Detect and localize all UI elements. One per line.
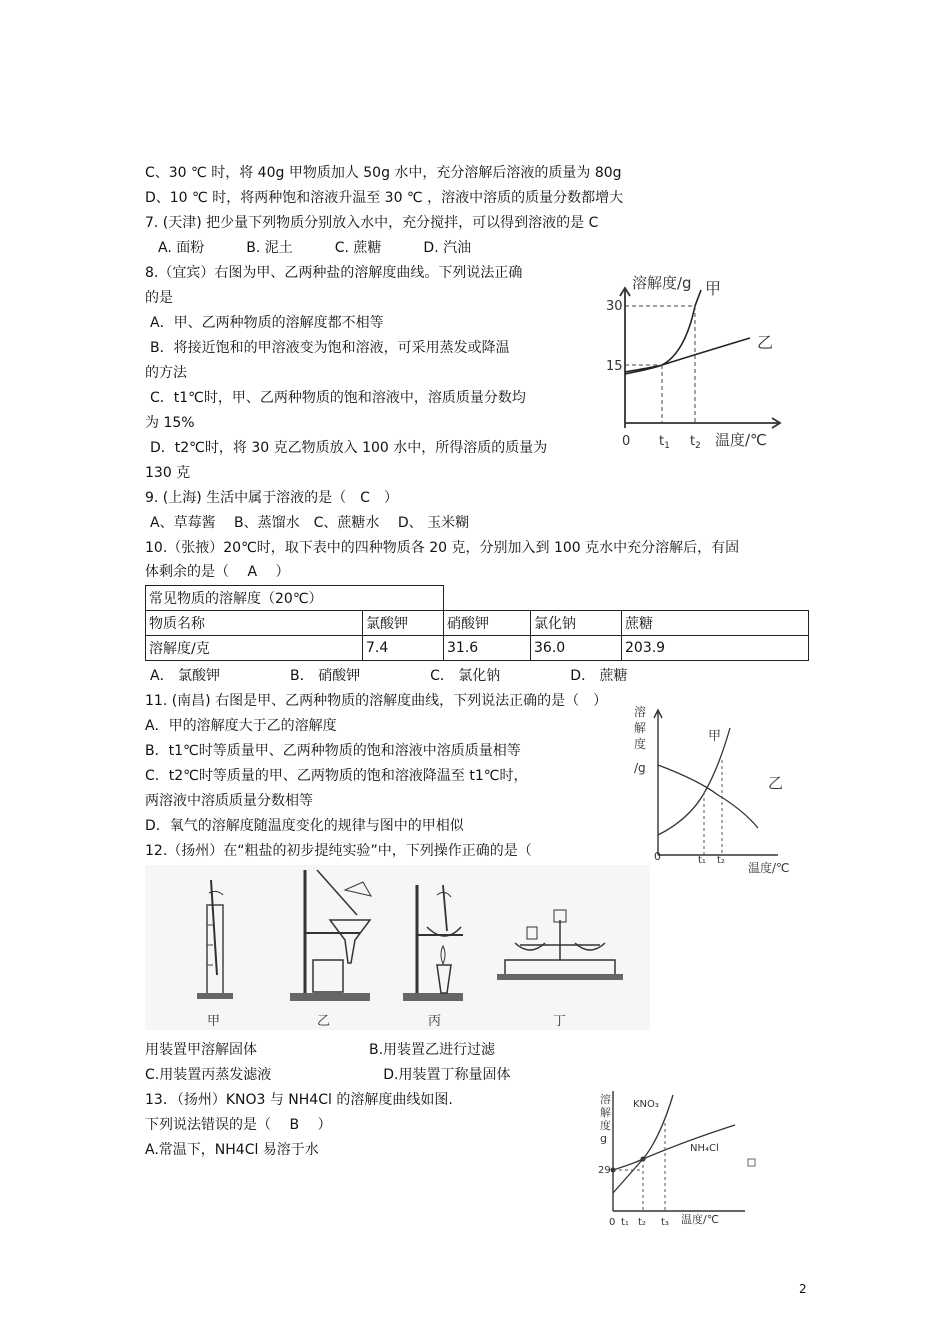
curve-yi — [658, 765, 758, 828]
curve-yi-label: 乙 — [768, 774, 784, 792]
q8-option-c-2: 为 15% — [145, 415, 195, 431]
y-axis-label: g — [600, 1132, 607, 1145]
origin-label: 0 — [609, 1217, 616, 1228]
y-axis-label: /g — [634, 761, 646, 775]
q9-stem: 9. (上海) 生活中属于溶液的是（ C ） — [145, 490, 398, 506]
q11-option-c-1: C．t2℃时等质量的甲、乙两物质的饱和溶液降温至 t1℃时， — [145, 768, 528, 784]
q8-option-a: A．甲、乙两种物质的溶解度都不相等 — [150, 315, 384, 331]
apparatus-label: 丁 — [553, 1014, 567, 1029]
tick-t3: t₃ — [661, 1217, 669, 1228]
q9-options: A、草莓酱 B、蒸馏水 C、蔗糖水 D、 玉米糊 — [150, 515, 470, 531]
curve-jia — [658, 728, 730, 835]
x-axis-label: 温度/℃ — [748, 861, 790, 875]
q6-option-c: C、30 ℃ 时，将 40g 甲物质加人 50g 水中，充分溶解后溶液的质量为 80g — [145, 165, 622, 181]
origin-label: 0 — [622, 434, 631, 449]
y-axis-label: 溶 — [634, 705, 647, 719]
curve-jia — [625, 290, 701, 374]
q8-stem-2: 的是 — [145, 290, 173, 306]
tick-15: 15 — [606, 359, 623, 374]
q12-options-cd: C.用装置丙蒸发滤液 D.用装置丁称量固体 — [145, 1067, 511, 1083]
apparatus-label: 甲 — [207, 1014, 221, 1029]
tick-t2: t₂ — [638, 1217, 646, 1228]
table-cell: 氯酸钾 — [363, 611, 444, 636]
q8-option-d-1: D．t2℃时，将 30 克乙物质放入 100 水中，所得溶质的质量为 — [150, 440, 548, 456]
table-cell: 溶解度/克 — [146, 636, 363, 661]
x-axis-label: 温度/℃ — [681, 1213, 720, 1226]
tick-29: 29 — [598, 1165, 611, 1176]
origin-label: 0 — [654, 850, 661, 863]
q10-stem-2: 体剩余的是（ A ） — [145, 564, 290, 580]
q13-solubility-graph — [595, 1083, 765, 1238]
table-cell: 氯化钠 — [531, 611, 622, 636]
tick-t2: $t_2$ — [690, 434, 701, 451]
q13-option-a: A.常温下，NH4Cl 易溶于水 — [145, 1142, 319, 1158]
y-axis-label: 溶解度/g — [632, 274, 692, 292]
y-axis-label: 度 — [600, 1119, 611, 1132]
q10-stem-1: 10.（张掖）20℃时，取下表中的四种物质各 20 克，分别加入到 100 克水中充分溶解后，有固 — [145, 540, 740, 556]
q8-option-c-1: C．t1℃时，甲、乙两种物质的饱和溶液中，溶质质量分数均 — [150, 390, 526, 406]
tick-t2: t₂ — [717, 855, 725, 866]
q12-apparatus-figure — [145, 865, 650, 1030]
table-cell: 31.6 — [444, 636, 531, 661]
q11-option-c-2: 两溶液中溶质质量分数相等 — [145, 793, 313, 809]
tick-t1: t₁ — [621, 1217, 629, 1228]
q7-options: A. 面粉 B. 泥土 C. 蔗糖 D. 汽油 — [158, 240, 472, 256]
tick-30: 30 — [606, 299, 623, 314]
solubility-table — [145, 585, 809, 661]
apparatus-label: 丙 — [428, 1014, 442, 1029]
q11-solubility-graph — [618, 700, 798, 880]
y-axis-label: 溶 — [600, 1093, 611, 1106]
q12-stem: 12.（扬州）在“粗盐的初步提纯实验”中，下列操作正确的是（ — [145, 843, 532, 859]
curve-jia-label: 甲 — [708, 729, 722, 744]
table-cell: 203.9 — [622, 636, 809, 661]
anchor-box-icon — [748, 1159, 755, 1166]
table-caption: 常见物质的溶解度（20℃） — [146, 586, 444, 611]
x-axis-label: 温度/℃ — [715, 431, 767, 449]
q13-stem-2: 下列说法错误的是（ B ） — [145, 1117, 332, 1133]
curve-yi — [625, 338, 750, 372]
kno3-label: KNO₃ — [633, 1099, 659, 1110]
figure-background — [145, 865, 650, 1030]
q8-option-b-2: 的方法 — [145, 365, 187, 381]
q6-option-d: D、10 ℃ 时，将两种饱和溶液升温至 30 ℃ ，溶液中溶质的质量分数都增大 — [145, 190, 624, 206]
q7-stem: 7. (天津) 把少量下列物质分别放入水中，充分搅拌，可以得到溶液的是 C — [145, 215, 599, 231]
q11-option-a: A．甲的溶解度大于乙的溶解度 — [145, 718, 337, 734]
q11-stem: 11. (南昌) 右图是甲、乙两种物质的溶解度曲线，下列说法正确的是（ ） — [145, 693, 608, 709]
q13-stem-1: 13．（扬州）KNO3 与 NH4Cl 的溶解度曲线如图. — [145, 1092, 453, 1108]
y-axis-label: 解 — [600, 1106, 611, 1119]
y-axis-label: 度 — [634, 737, 647, 751]
table-cell: 物质名称 — [146, 611, 363, 636]
table-cell: 7.4 — [363, 636, 444, 661]
curve-jia-label: 甲 — [705, 279, 722, 298]
q8-option-b-1: B．将接近饱和的甲溶液变为饱和溶液，可采用蒸发或降温 — [150, 340, 510, 356]
tick-t1: $t_1$ — [659, 434, 670, 451]
apparatus-label: 乙 — [317, 1014, 331, 1029]
q11-option-b: B．t1℃时等质量甲、乙两种物质的饱和溶液中溶质质量相等 — [145, 743, 521, 759]
q8-solubility-graph — [600, 268, 790, 458]
q12-options-ab: 用装置甲溶解固体 B.用装置乙进行过滤 — [145, 1042, 496, 1058]
q8-stem-1: 8.（宜宾）右图为甲、乙两种盐的溶解度曲线。下列说法正确 — [145, 265, 523, 281]
y-axis-label: 解 — [634, 721, 647, 735]
table-cell: 36.0 — [531, 636, 622, 661]
page-number: 2 — [799, 1282, 807, 1296]
table-row — [146, 636, 809, 661]
curve-yi-label: 乙 — [757, 333, 774, 352]
table-cell: 蔗糖 — [622, 611, 809, 636]
table-header-row — [146, 611, 809, 636]
table-cell: 硝酸钾 — [444, 611, 531, 636]
tick-t1: t₁ — [698, 855, 706, 866]
nh4cl-label: NH₄Cl — [690, 1143, 719, 1154]
q10-options: A． 氯酸钾 B． 硝酸钾 C． 氯化钠 D． 蔗糖 — [150, 668, 628, 684]
q11-option-d: D．氧气的溶解度随温度变化的规律与图中的甲相似 — [145, 818, 464, 834]
q8-option-d-2: 130 克 — [145, 465, 191, 481]
